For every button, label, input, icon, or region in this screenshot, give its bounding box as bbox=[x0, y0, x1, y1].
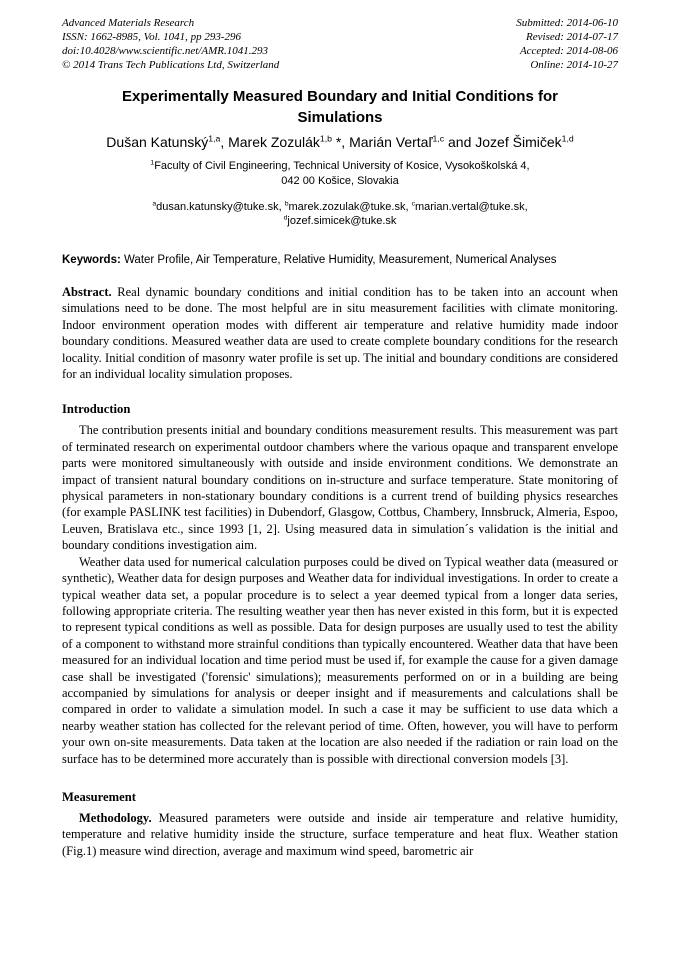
email-address: dusan.katunsky@tuke.sk bbox=[156, 201, 279, 213]
journal-copyright: © 2014 Trans Tech Publications Ltd, Switzerland bbox=[62, 59, 280, 71]
submission-dates bbox=[516, 16, 618, 72]
author-name: Marek Zozulák bbox=[228, 134, 320, 150]
section-heading-introduction: Introduction bbox=[62, 402, 131, 417]
author-name: Dušan Katunský bbox=[106, 134, 209, 150]
affiliation-line-1 bbox=[62, 159, 618, 174]
methodology-paragraph bbox=[62, 810, 618, 859]
author-3 bbox=[349, 134, 475, 150]
author-separator: and bbox=[444, 134, 476, 150]
emails-line-2 bbox=[62, 214, 618, 228]
author-separator: , bbox=[220, 134, 229, 150]
keywords-text: Water Profile, Air Temperature, Relative Humidity, Measurement, Numerical Analyses bbox=[120, 254, 557, 266]
introduction-paragraph-2: Weather data used for numerical calculation purposes could be dived on Typical weather data (measured or synthetic), Weather data for design purposes and Weather data for individual investigations. In order to create a typical weather data set, a popular procedure is to select a year deemed typical from a longer data series, following appropriate criteria. The resulting weather year then has never existed in this form, but it is expected to represent typical conditions as well as possible. Data for design purposes are usually used to test the ability of a component to withstand more strainful conditions than typically encountered. Weather data that have been measured for an individual location and time period must be used if, for example the cause for a given damage case shall be investigated ('forensic' simulations); measurements performed on or in a building are being accompanied by simulations for analysis or deeper insight and if measurements and calculations shall be compared in order to validate a simulation model. In such a case it may be sufficient to use data which a nearby weather station has collected for the relevant period of time. Often, however, you will have to perform your own on-site measurements. Data taken at the location are also needed if the radiation or rain load on the surface has to be determined more accurately than is possible with directional conversion models [3]. bbox=[62, 554, 618, 766]
email-separator: , bbox=[524, 201, 528, 213]
author-separator: *, bbox=[331, 134, 350, 150]
author-superscript: 1,d bbox=[561, 133, 574, 144]
abstract-label: Abstract. bbox=[62, 285, 112, 299]
journal-doi: doi:10.4028/www.scientific.net/AMR.1041.293 bbox=[62, 45, 269, 57]
email-separator: , bbox=[405, 201, 412, 213]
journal-issn-volume: ISSN: 1662-8985, Vol. 1041, pp 293-296 bbox=[62, 31, 242, 43]
author-2 bbox=[228, 134, 349, 150]
online-date: Online: 2014-10-27 bbox=[530, 59, 618, 71]
author-emails bbox=[62, 200, 618, 228]
section-heading-measurement: Measurement bbox=[62, 789, 136, 804]
affiliation bbox=[62, 159, 618, 189]
author-name: Marián Vertaľ bbox=[349, 134, 433, 150]
abstract-text: Real dynamic boundary conditions and initial condition has to be taken into an account when simulations need to be done. The most helpful are in situ measurement facilities with climate monitoring. Indoor environment operation modes with different air temperature and relative humidity made indoor boundary conditions. Measured weather data are used to create complete boundary conditions for the research locality. Initial condition of masonry water profile is set up. The initial and boundary conditions are considered for an individual locality simulation proposes. bbox=[62, 285, 618, 382]
submitted-date: Submitted: 2014-06-10 bbox=[516, 17, 618, 29]
author-superscript: 1,b bbox=[319, 133, 332, 144]
affiliation-line-2: 042 00 Košice, Slovakia bbox=[281, 175, 399, 187]
affiliation-text: Faculty of Civil Engineering, Technical University of Kosice, Vysokoškolská 4, bbox=[154, 160, 530, 172]
email-superscript: b bbox=[284, 200, 289, 208]
email-superscript: a bbox=[152, 200, 157, 208]
methodology-label: Methodology. bbox=[79, 810, 152, 825]
email-address: marek.zozulak@tuke.sk bbox=[288, 201, 406, 213]
introduction-paragraph-1: The contribution presents initial and boundary conditions measurement results. This measurement was part of terminated research on experimental outdoor chambers where the various opaque and transparent envelope parts were monitored simultaneously with outside and inside environment conditions. We demonstrate an impact of transient natural boundary conditions on in-structure and surface temperature. State monitoring of physical parameters in non-stationary boundary conditions is a current trend of building physics researches (for example PASLINK test facilities) in Dubendorf, Glasgow, Cottbus, Chambery, Innsbruck, Almeria, Espoo, Leuven, Bratislava etc., since 1993 [1, 2]. Using measured data in simulation´s validation is the initial and boundary conditions investigation aim. bbox=[62, 423, 618, 553]
authors-line bbox=[62, 133, 618, 152]
journal-name: Advanced Materials Research bbox=[62, 17, 195, 29]
methodology-text: Measured parameters were outside and inside air temperature and relative humidity, temperature and relative humidity inside the structure, surface temperature and heat flux. Weather station (Fig.1) measure wind direction, average and maximum wind speed, barometric air bbox=[62, 810, 618, 858]
email-address: jozef.simicek@tuke.sk bbox=[287, 215, 397, 227]
journal-info bbox=[62, 16, 279, 72]
author-1 bbox=[106, 134, 228, 150]
keywords-label: Keywords: bbox=[62, 254, 121, 266]
keywords-line bbox=[62, 253, 618, 268]
email-address: marian.vertal@tuke.sk bbox=[414, 201, 525, 213]
email-separator: , bbox=[278, 201, 285, 213]
author-4 bbox=[475, 134, 573, 150]
emails-line-1 bbox=[62, 200, 618, 214]
email-superscript: c bbox=[411, 200, 415, 208]
revised-date: Revised: 2014-07-17 bbox=[526, 31, 618, 43]
affiliation-superscript: 1 bbox=[150, 159, 155, 167]
accepted-date: Accepted: 2014-08-06 bbox=[519, 45, 618, 57]
abstract bbox=[62, 284, 618, 382]
author-superscript: 1,c bbox=[432, 133, 445, 144]
paper-title: Experimentally Measured Boundary and Initial Conditions for Simulations bbox=[122, 88, 558, 126]
journal-header bbox=[62, 16, 618, 72]
email-superscript: d bbox=[283, 214, 288, 222]
author-superscript: 1,a bbox=[208, 133, 221, 144]
author-name: Jozef Šimiček bbox=[475, 134, 562, 150]
